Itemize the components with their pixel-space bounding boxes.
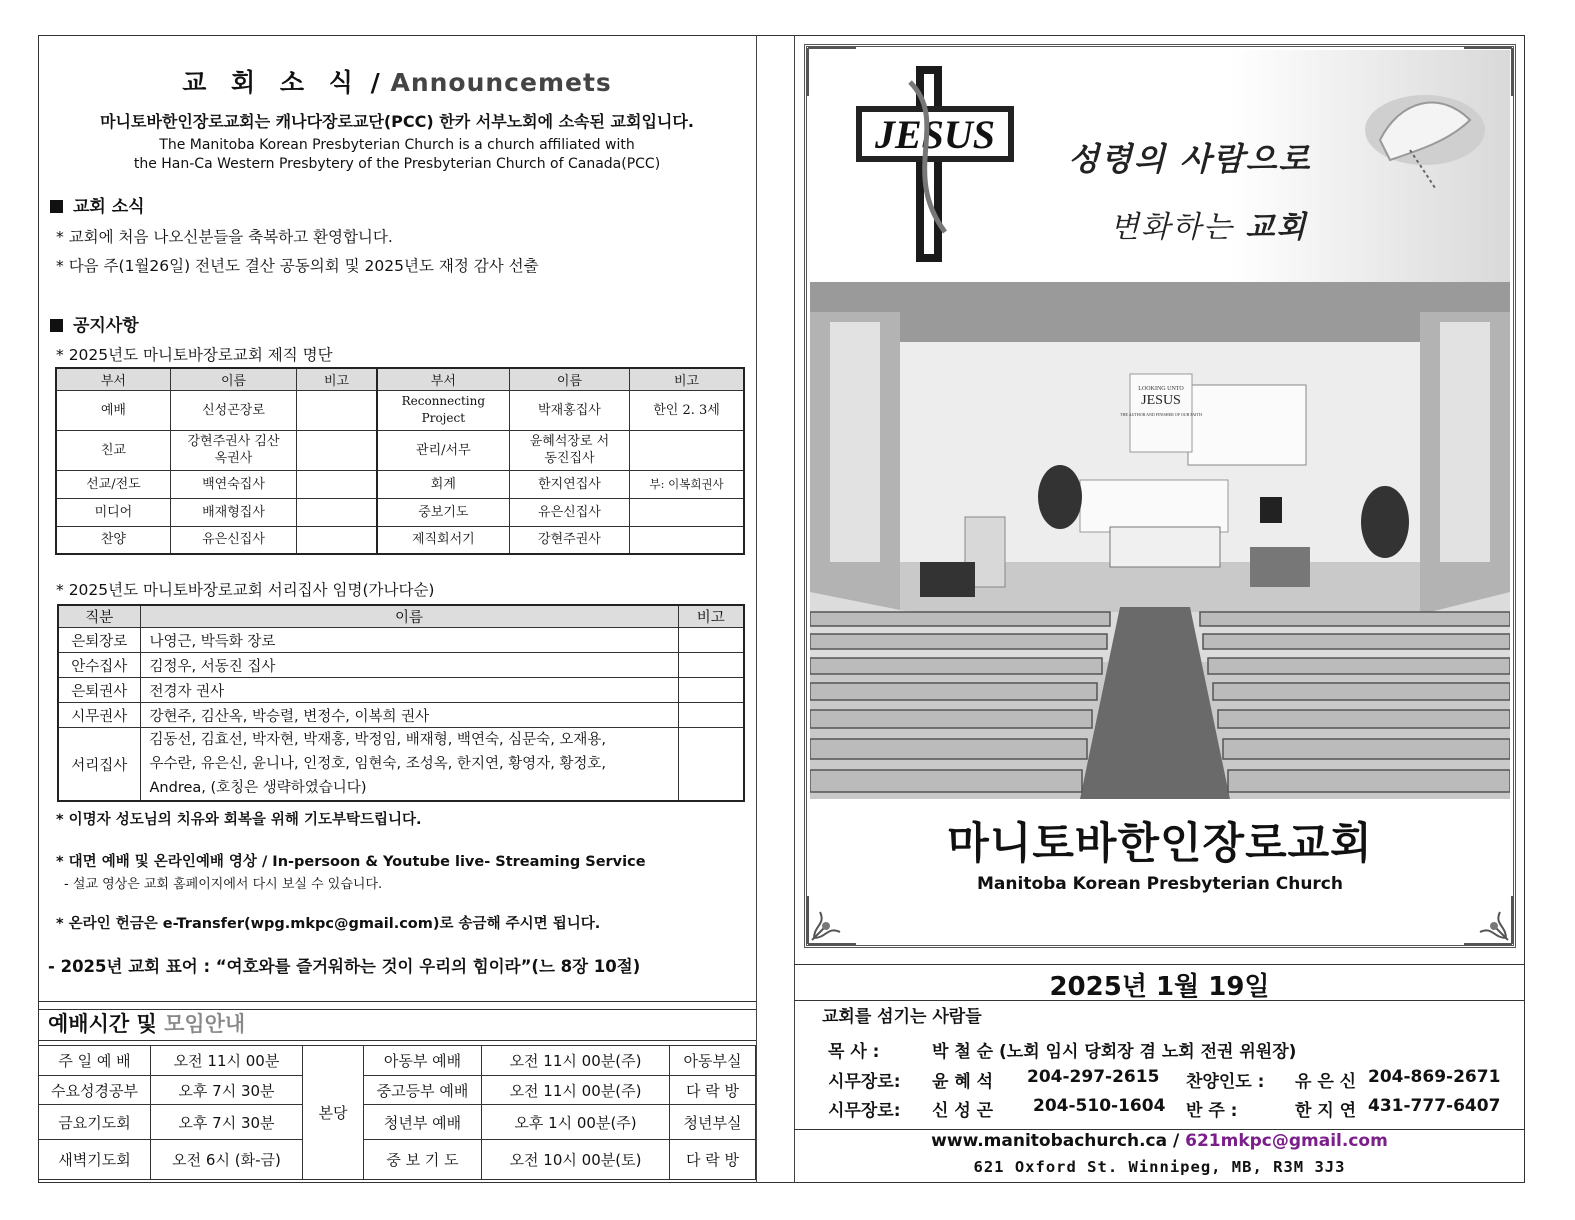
- elder-label: 시무장로:: [828, 1072, 901, 1092]
- service-note: * 대면 예배 및 온라인예배 영상 / In-persoon & Youtube live- Streaming Service: [56, 854, 646, 870]
- service-name: 아동부 예배: [364, 1046, 482, 1076]
- deacon-table: [57, 604, 745, 802]
- slogan-part: 변화하는: [1110, 210, 1246, 245]
- table-row: [56, 430, 744, 470]
- remark-cell: [297, 470, 377, 498]
- church-name-english: Manitoba Korean Presbyterian Church: [977, 874, 1343, 894]
- service-name: 주 일 예 배: [39, 1046, 151, 1076]
- table-row: [56, 498, 744, 526]
- service-name: 금요기도회: [39, 1105, 151, 1140]
- service-subnote: - 설교 영상은 교회 홈페이지에서 다시 보실 수 있습니다.: [64, 877, 383, 892]
- announcements-panel: [38, 35, 756, 1183]
- banner-text: JESUS: [1141, 393, 1181, 408]
- slogan-emphasis: 교회: [1245, 210, 1308, 245]
- table-row: [56, 390, 744, 430]
- accompanist-label: 반 주 :: [1186, 1101, 1238, 1121]
- staff-caption: * 2025년도 마니토바장로교회 제직 명단: [56, 343, 333, 365]
- department-cell: Reconnecting Project: [377, 390, 509, 430]
- service-name: 중 보 기 도: [364, 1140, 482, 1180]
- table-row: [39, 1105, 756, 1140]
- accompanist-name: 한 지 연: [1295, 1101, 1357, 1121]
- names-line: 우수란, 유은신, 윤니나, 인정호, 임현숙, 조성옥, 한지연, 황영자, 황정호,: [149, 756, 607, 772]
- name-cell: 신성곤장로: [170, 390, 296, 430]
- name-cell: 백연숙집사: [170, 470, 296, 498]
- name-cell: 한지연집사: [509, 470, 629, 498]
- department-cell: 제직회서기: [377, 526, 509, 554]
- sanctuary-photo: [810, 282, 1510, 799]
- news-item: * 교회에 처음 나오신분들을 축복하고 환영합니다.: [56, 225, 393, 247]
- table-row: [58, 628, 744, 653]
- role-cell: 서리집사: [58, 728, 140, 802]
- names-cell: 나영근, 박득화 장로: [140, 628, 678, 653]
- service-name: 새벽기도회: [39, 1140, 151, 1180]
- column-header: 이름: [509, 368, 629, 390]
- jesus-cross-logo: [850, 62, 1020, 267]
- divider: [794, 1129, 1525, 1130]
- title-english: Announcemets: [390, 68, 612, 97]
- news-heading: 교회 소식: [50, 192, 145, 217]
- schedule-title-bar: [38, 1001, 756, 1041]
- title-korean: 교 회 소 식: [182, 68, 361, 97]
- name-cell: 강현주권사 김산옥권사: [170, 430, 296, 470]
- table-row: [58, 728, 744, 802]
- service-place: 아동부실: [670, 1046, 756, 1076]
- affiliation-line: The Manitoba Korean Presbyterian Church is a church affiliated with: [159, 137, 635, 153]
- fold-line: [794, 35, 795, 1183]
- church-address: 621 Oxford St. Winnipeg, MB, R3M 3J3: [973, 1158, 1346, 1176]
- table-row: [58, 678, 744, 703]
- name-cell: 윤혜석장로 서동진집사: [509, 430, 629, 470]
- column-header: 부서: [56, 368, 170, 390]
- role-cell: 안수집사: [58, 653, 140, 678]
- remark-cell: [630, 498, 744, 526]
- schedule-table: [38, 1045, 756, 1180]
- names-cell: [140, 728, 678, 802]
- contact-line: [794, 1131, 1525, 1151]
- department-cell: 회계: [377, 470, 509, 498]
- column-header: 이름: [140, 605, 678, 628]
- role-cell: 은퇴장로: [58, 628, 140, 653]
- notice-heading: 공지사항: [50, 311, 139, 336]
- table-header-row: [56, 368, 744, 390]
- accompanist-phone: 431-777-6407: [1368, 1096, 1501, 1116]
- church-motto: - 2025년 교회 표어 : “여호와를 즐거워하는 것이 우리의 힘이라”(느 8장 10절): [48, 957, 641, 976]
- names-line: Andrea, (호칭은 생략하였습니다): [149, 780, 367, 796]
- service-name: 중고등부 예배: [364, 1076, 482, 1105]
- table-row: [39, 1076, 756, 1105]
- remark-cell: [678, 728, 744, 802]
- department-cell: 예배: [56, 390, 170, 430]
- remark-cell: 한인 2. 3세: [630, 390, 744, 430]
- names-cell: 김정우, 서동진 집사: [140, 653, 678, 678]
- affiliation-korean: 마니토바한인장로교회는 캐나다장로교단(PCC) 한카 서부노회에 소속된 교회입니다.: [100, 112, 694, 131]
- slogan-line-1: 성령의 사람으로: [1068, 140, 1312, 178]
- remark-cell: [297, 390, 377, 430]
- table-header-row: [58, 605, 744, 628]
- role-cell: 시무권사: [58, 703, 140, 728]
- remark-cell: [678, 628, 744, 653]
- department-cell: 관리/서무: [377, 430, 509, 470]
- department-cell: 미디어: [56, 498, 170, 526]
- department-cell: 친교: [56, 430, 170, 470]
- remark-cell: 부: 이복희권사: [630, 470, 744, 498]
- table-row: [39, 1140, 756, 1180]
- column-header: 이름: [170, 368, 296, 390]
- contact-separator: /: [1167, 1131, 1186, 1151]
- names-cell: 전경자 권사: [140, 678, 678, 703]
- elder-name: 신 성 곤: [932, 1101, 994, 1121]
- service-time: 오후 7시 30분: [151, 1105, 303, 1140]
- column-header: 비고: [678, 605, 744, 628]
- column-header: 부서: [377, 368, 509, 390]
- email-link[interactable]: 621mkpc@gmail.com: [1185, 1131, 1388, 1151]
- ornament-corner-icon: [806, 894, 858, 946]
- names-line: 김동선, 김효선, 박자현, 박재홍, 박정임, 배재형, 백연숙, 심문숙, 오재용,: [149, 732, 607, 748]
- column-header: 비고: [630, 368, 744, 390]
- table-row: [58, 653, 744, 678]
- name-cell: 배재형집사: [170, 498, 296, 526]
- service-name: 청년부 예배: [364, 1105, 482, 1140]
- name-cell: 강현주권사: [509, 526, 629, 554]
- affiliation-english: [38, 136, 756, 174]
- name-cell: 박재홍집사: [509, 390, 629, 430]
- name-cell: 유은신집사: [509, 498, 629, 526]
- table-row: [56, 470, 744, 498]
- staff-table: [55, 367, 745, 555]
- role-cell: 은퇴권사: [58, 678, 140, 703]
- divider: [794, 1000, 1525, 1001]
- news-item: * 다음 주(1월26일) 전년도 결산 공동의회 및 2025년도 재정 감사 선출: [56, 254, 539, 276]
- schedule-title-grey: 모임안내: [164, 1012, 246, 1036]
- table-row: [39, 1046, 756, 1076]
- service-place: 청년부실: [670, 1105, 756, 1140]
- bulletin-date: 2025년 1월 19일: [1049, 972, 1270, 1002]
- ornament-corner-icon: [1462, 894, 1514, 946]
- service-place: 다 락 방: [670, 1140, 756, 1180]
- table-row: [56, 526, 744, 554]
- worship-leader-name: 유 은 신: [1295, 1072, 1357, 1092]
- banner-text: LOOKING UNTO: [1138, 386, 1184, 392]
- service-place: 본당: [303, 1046, 364, 1180]
- service-time: 오전 11시 00분: [151, 1046, 303, 1076]
- prayer-note: * 이명자 성도님의 치유와 회복을 위해 기도부탁드립니다.: [56, 812, 422, 828]
- worship-leader-label: 찬양인도 :: [1186, 1072, 1265, 1092]
- elder-phone: 204-510-1604: [1033, 1096, 1166, 1116]
- pastor-value: 박 철 순 (노회 임시 당회장 겸 노회 전권 위원장): [932, 1042, 1297, 1062]
- remark-cell: [630, 526, 744, 554]
- department-cell: 선교/전도: [56, 470, 170, 498]
- department-cell: 찬양: [56, 526, 170, 554]
- logo-text: JESUS: [874, 112, 996, 157]
- fold-line: [756, 35, 757, 1183]
- schedule-title: [38, 1009, 756, 1039]
- service-time: 오후 1시 00분(주): [482, 1105, 670, 1140]
- column-header: 직분: [58, 605, 140, 628]
- deacon-caption: * 2025년도 마니토바장로교회 서리집사 임명(가나다순): [56, 578, 434, 600]
- service-time: 오전 10시 00분(토): [482, 1140, 670, 1180]
- church-name-korean: 마니토바한인장로교회: [947, 819, 1373, 869]
- praying-hands-icon: [1350, 70, 1500, 190]
- affiliation-line: the Han-Ca Western Presbytery of the Presbyterian Church of Canada(PCC): [133, 156, 661, 172]
- service-time: 오전 11시 00분(주): [482, 1046, 670, 1076]
- remark-cell: [297, 430, 377, 470]
- announcements-title: [38, 63, 756, 99]
- service-time: 오전 11시 00분(주): [482, 1076, 670, 1105]
- banner-text: THE AUTHOR AND FINISHER OF OUR FAITH: [1120, 412, 1202, 417]
- title-separator: /: [360, 68, 391, 97]
- remark-cell: [297, 498, 377, 526]
- department-cell: 중보기도: [377, 498, 509, 526]
- remark-cell: [678, 678, 744, 703]
- service-time: 오후 7시 30분: [151, 1076, 303, 1105]
- names-cell: 강현주, 김산옥, 박승렬, 변정수, 이복희 권사: [140, 703, 678, 728]
- schedule-title-main: 예배시간 및: [48, 1012, 165, 1036]
- table-row: [58, 703, 744, 728]
- slogan-line-2: [1110, 202, 1307, 246]
- remark-cell: [678, 703, 744, 728]
- worship-leader-phone: 204-869-2671: [1368, 1067, 1501, 1087]
- divider: [794, 964, 1525, 965]
- name-cell: 유은신집사: [170, 526, 296, 554]
- service-time: 오전 6시 (화-금): [151, 1140, 303, 1180]
- pastor-label: 목 사 :: [828, 1042, 880, 1062]
- remark-cell: [630, 430, 744, 470]
- remark-cell: [297, 526, 377, 554]
- elder-name: 윤 혜 석: [932, 1072, 994, 1092]
- elder-phone: 204-297-2615: [1027, 1067, 1160, 1087]
- remark-cell: [678, 653, 744, 678]
- service-name: 수요성경공부: [39, 1076, 151, 1105]
- service-place: 다 락 방: [670, 1076, 756, 1105]
- website-link[interactable]: www.manitobachurch.ca: [931, 1131, 1168, 1151]
- column-header: 비고: [297, 368, 377, 390]
- elder-label: 시무장로:: [828, 1101, 901, 1121]
- offering-note: * 온라인 헌금은 e-Transfer(wpg.mkpc@gmail.com)로 송금해 주시면 됩니다.: [56, 916, 601, 932]
- servants-heading: 교회를 섬기는 사람들: [822, 1007, 982, 1027]
